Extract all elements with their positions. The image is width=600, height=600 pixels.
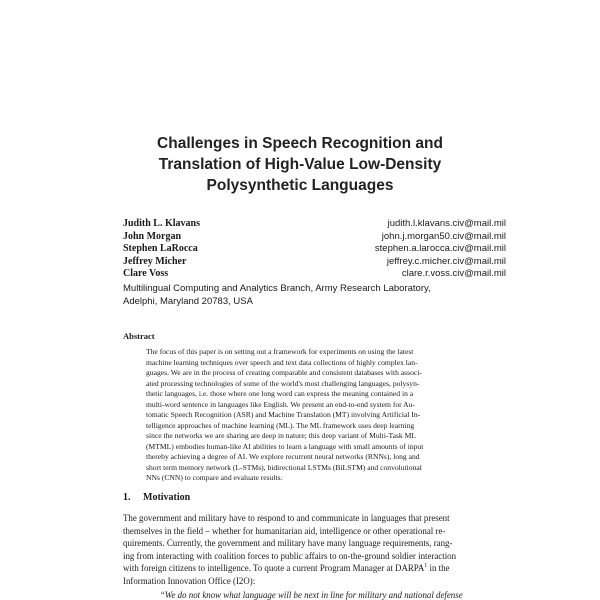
affiliation-line: Multilingual Computing and Analytics Branch, Army Research Laboratory, <box>123 282 431 294</box>
title-line: Polysynthetic Languages <box>206 177 394 194</box>
section-body <box>123 512 508 588</box>
abstract-line: ated processing technologies of some of the world's most challenging languages, polysyn- <box>146 378 420 388</box>
author-row <box>123 256 506 269</box>
author-name: Clare Voss <box>123 268 169 279</box>
abstract-line: (MTML) embodies human-like AI abilities to learn a language with small amounts of input <box>146 441 424 451</box>
author-name: John Morgan <box>123 230 182 242</box>
author-row <box>123 218 506 231</box>
author-row <box>123 268 506 281</box>
author-email: stephen.a.larocca.civ@mail.mil <box>374 243 506 254</box>
abstract-line: The focus of this paper is on setting out a framework for experiments on using the latest <box>146 347 414 356</box>
abstract-line: machine learning techniques over speech and text data collections of highly complex lan- <box>146 357 418 367</box>
paper-title <box>0 133 600 196</box>
author-row <box>123 243 506 256</box>
author-email: john.j.morgan50.civ@mail.mil <box>381 230 506 242</box>
body-line-text: with foreign citizens to intelligence. To quote a current Program Manager at DARPA <box>123 563 425 574</box>
abstract-line: tomatic Speech Recognition (ASR) and Machine Translation (MT) involving Artificial In- <box>146 410 421 419</box>
title-line: Translation of High-Value Low-Density <box>158 156 442 173</box>
body-line: Information Innovation Office (I2O): <box>123 575 256 586</box>
section-number: 1. <box>123 492 131 503</box>
body-line: themselves in the field – whether for humanitarian aid, intelligence or other operational re- <box>123 525 446 536</box>
abstract-line: NNs (CNN) to compare and evaluate results. <box>146 473 283 482</box>
abstract-line: thereby achieving a degree of AI. We explore recurrent neural networks (RNNs), long and <box>146 452 420 461</box>
author-email: judith.l.klavans.civ@mail.mil <box>387 218 506 229</box>
body-line <box>123 562 508 575</box>
title-line: Challenges in Speech Recognition and <box>157 135 443 152</box>
footnote-marker[interactable]: 1 <box>424 563 428 570</box>
body-line: quirements. Currently, the government and military have many language requirements, rang- <box>123 538 453 549</box>
body-line-text: in the <box>427 563 450 574</box>
abstract-body <box>146 347 476 484</box>
affiliation-line: Adelphi, Maryland 20783, USA <box>123 295 253 307</box>
section-title: Motivation <box>143 492 191 503</box>
section-heading <box>123 492 190 503</box>
author-row <box>123 231 506 244</box>
author-block <box>123 218 506 308</box>
abstract-heading: Abstract <box>123 331 155 341</box>
abstract-line: telligence approaches of machine learning (ML). The ML framework uses deep learning <box>146 420 415 430</box>
abstract-line: since the networks we are sharing are deep in nature; this deep variant of Multi-Task ML <box>146 431 417 440</box>
author-name: Jeffrey Micher <box>123 255 187 267</box>
body-line: The government and military have to respond to and communicate in languages that present <box>123 513 450 523</box>
abstract-line: thetic languages, i.e. those where one long word can express the meaning contained in a <box>146 389 414 398</box>
abstract-line: multi-word sentence in languages like English. We present an end-to-end system for Au- <box>146 399 415 409</box>
author-email: jeffrey.c.micher.civ@mail.mil <box>386 255 506 267</box>
author-name: Stephen LaRocca <box>123 243 198 254</box>
affiliation <box>123 282 506 308</box>
author-email: clare.r.voss.civ@mail.mil <box>401 268 506 279</box>
body-line: ing from interacting with coalition forces to public affairs to on-the-ground soldier interaction <box>123 550 457 561</box>
author-name: Judith L. Klavans <box>123 218 200 229</box>
abstract-line: guages. We are in the process of creating comparable and consistent databases with associ- <box>146 368 422 377</box>
abstract-line: short term memory network (L-STMs), bidirectional LSTMs (BiLSTM) and convolutional <box>146 462 422 472</box>
block-quote: “We do not know what language will be next in line for military and national defense <box>160 590 463 600</box>
